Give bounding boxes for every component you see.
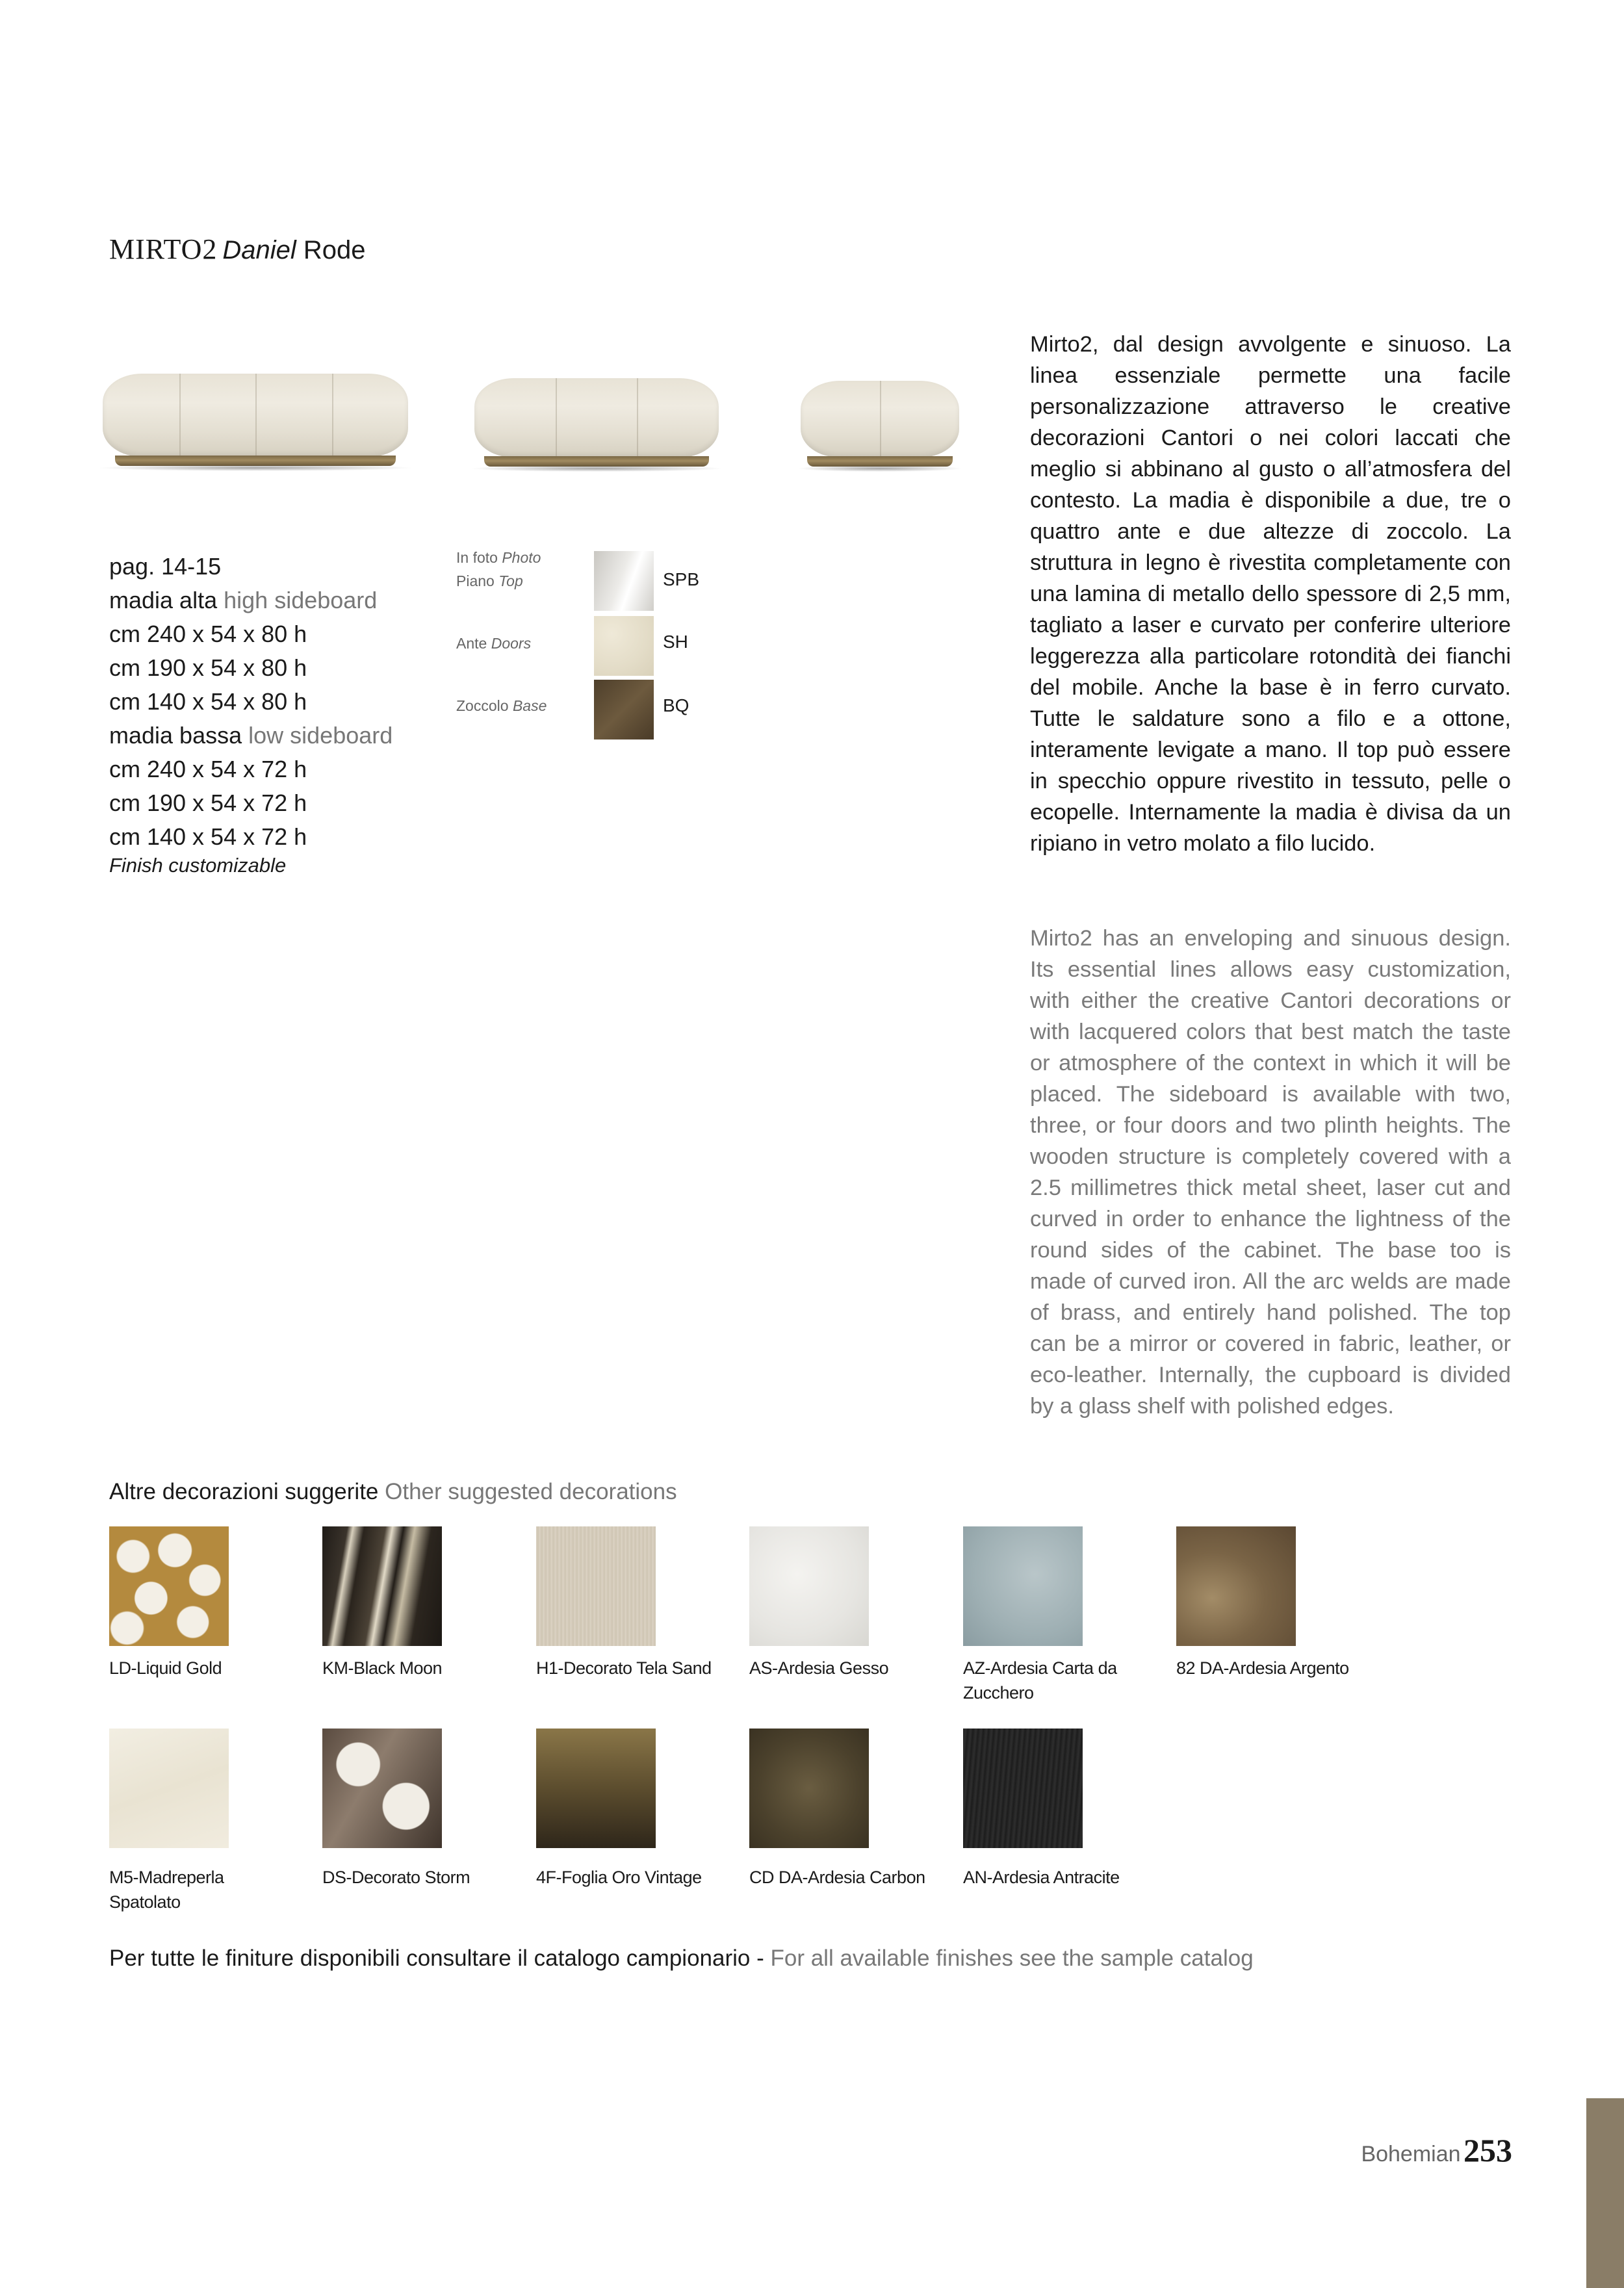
decoration-label: KM-Black Moon <box>322 1658 443 1678</box>
size-line: cm 140 x 54 x 72 h <box>109 823 307 850</box>
page-footer <box>1361 2131 1512 2169</box>
decoration-swatch-ardesia-gesso <box>749 1526 869 1646</box>
page-reference: pag. 14-15 <box>109 553 222 580</box>
finish-top-label: Piano Top <box>456 572 523 589</box>
decoration-swatch-liquid-gold <box>109 1526 229 1646</box>
decoration-swatch-ardesia-carbon <box>749 1729 869 1848</box>
finish-doors-label: Ante Doors <box>456 635 532 652</box>
decoration-label: DS-Decorato Storm <box>322 1868 470 1887</box>
decoration-label: AS-Ardesia Gesso <box>749 1658 889 1678</box>
finish-doors-code: SH <box>663 632 688 652</box>
decoration-swatch-decorato-storm <box>322 1729 442 1848</box>
decoration-swatch-ardesia-argento <box>1176 1526 1296 1646</box>
sideboard-image-medium <box>474 378 719 472</box>
description-english: Mirto2 has an enveloping and sinuous design. Its essential lines allows easy customization, with either the creative Cantori decorations or with lacquered colors that best match the taste or atmosphere of the context in which it will be placed. The sideboard is available with two, three, or four doors and two plinth heights. The wooden structure is completely covered with a 2.5 millimetres thick metal sheet, laser cut and curved in order to enhance the lightness of the round sides of the cabinet. The base too is made of curved iron. All the arc welds are made of brass, and entirely hand polished. The top can be a mirror or covered in fabric, leather, or eco-leather. Internally, the cupboard is divided by a glass shelf with polished edges. <box>1030 926 1511 1419</box>
decoration-label: AZ-Ardesia Carta da Zucchero <box>963 1658 1117 1703</box>
designer-last-name: Rode <box>303 236 366 264</box>
decoration-label: H1-Decorato Tela Sand <box>536 1658 712 1678</box>
size-line: cm 140 x 54 x 80 h <box>109 688 307 715</box>
size-line: cm 240 x 54 x 72 h <box>109 756 307 782</box>
decorations-heading: Altre decorazioni suggerite Other suggested decorations <box>109 1479 677 1504</box>
decoration-swatch-ardesia-carta-da-zucchero <box>963 1526 1083 1646</box>
model-name: MIRTO2 <box>109 233 218 265</box>
collection-name: Bohemian <box>1361 2142 1461 2166</box>
decoration-swatch-ardesia-antracite <box>963 1729 1083 1848</box>
finish-top-code: SPB <box>663 569 700 589</box>
page-title <box>109 233 366 266</box>
finish-top-swatch <box>594 551 654 611</box>
decoration-label: AN-Ardesia Antracite <box>963 1868 1120 1887</box>
finish-base-label: Zoccolo Base <box>456 697 547 714</box>
finish-photo-label: In foto Photo <box>456 549 541 566</box>
decoration-label: 82 DA-Ardesia Argento <box>1176 1658 1349 1678</box>
decoration-swatch-tela-sand <box>536 1526 656 1646</box>
catalog-note: Per tutte le finiture disponibili consultare il catalogo campionario - For all available finishes see the sample catalog <box>109 1946 1254 1971</box>
finish-base-code: BQ <box>663 695 690 715</box>
decoration-swatch-madreperla-spatolato <box>109 1729 229 1848</box>
low-sideboard-heading: madia bassa low sideboard <box>109 722 393 749</box>
size-line: cm 190 x 54 x 72 h <box>109 790 307 816</box>
decoration-label: M5-Madreperla Spatolato <box>109 1868 224 1912</box>
size-line: cm 240 x 54 x 80 h <box>109 621 307 647</box>
finish-note: Finish customizable <box>109 854 287 877</box>
decoration-label: LD-Liquid Gold <box>109 1658 222 1678</box>
size-line: cm 190 x 54 x 80 h <box>109 654 307 681</box>
finish-doors-swatch <box>594 616 654 676</box>
designer-first-name: Daniel <box>222 236 296 264</box>
sideboard-image-small <box>801 381 959 472</box>
decoration-label: CD DA-Ardesia Carbon <box>749 1868 925 1887</box>
sideboard-image-large <box>103 374 408 471</box>
decoration-label: 4F-Foglia Oro Vintage <box>536 1868 702 1887</box>
decoration-swatch-foglia-oro-vintage <box>536 1729 656 1848</box>
section-edge-tab <box>1586 2098 1624 2288</box>
finish-base-swatch <box>594 680 654 739</box>
high-sideboard-heading: madia alta high sideboard <box>109 587 378 613</box>
product-specs <box>109 550 393 877</box>
page-number: 253 <box>1463 2132 1512 2168</box>
description-italian: Mirto2, dal design avvolgente e sinuoso. La linea essenziale permette una facile personalizzazione attraverso le creative decorazioni Cantori o nei colori laccati che meglio si abbinano al gusto o all’atmosfera del contesto. La madia è disponibile a due, tre o quattro ante e due altezze di zoccolo. La struttura in legno è rivestita completamente con una lamina di metallo dello spessore di 2,5 mm, tagliato a laser e curvato per conferire ulteriore leggerezza alla particolare rotondità dei fianchi del mobile. Anche la base è in ferro curvato. Tutte le saldature sono a filo e a ottone, interamente levigate a mano. Il top può essere in specchio oppure rivestito in tessuto, pelle o ecopelle. Internamente la madia è divisa da un ripiano in vetro molato a filo lucido. <box>1030 332 1511 856</box>
decoration-swatch-black-moon <box>322 1526 442 1646</box>
